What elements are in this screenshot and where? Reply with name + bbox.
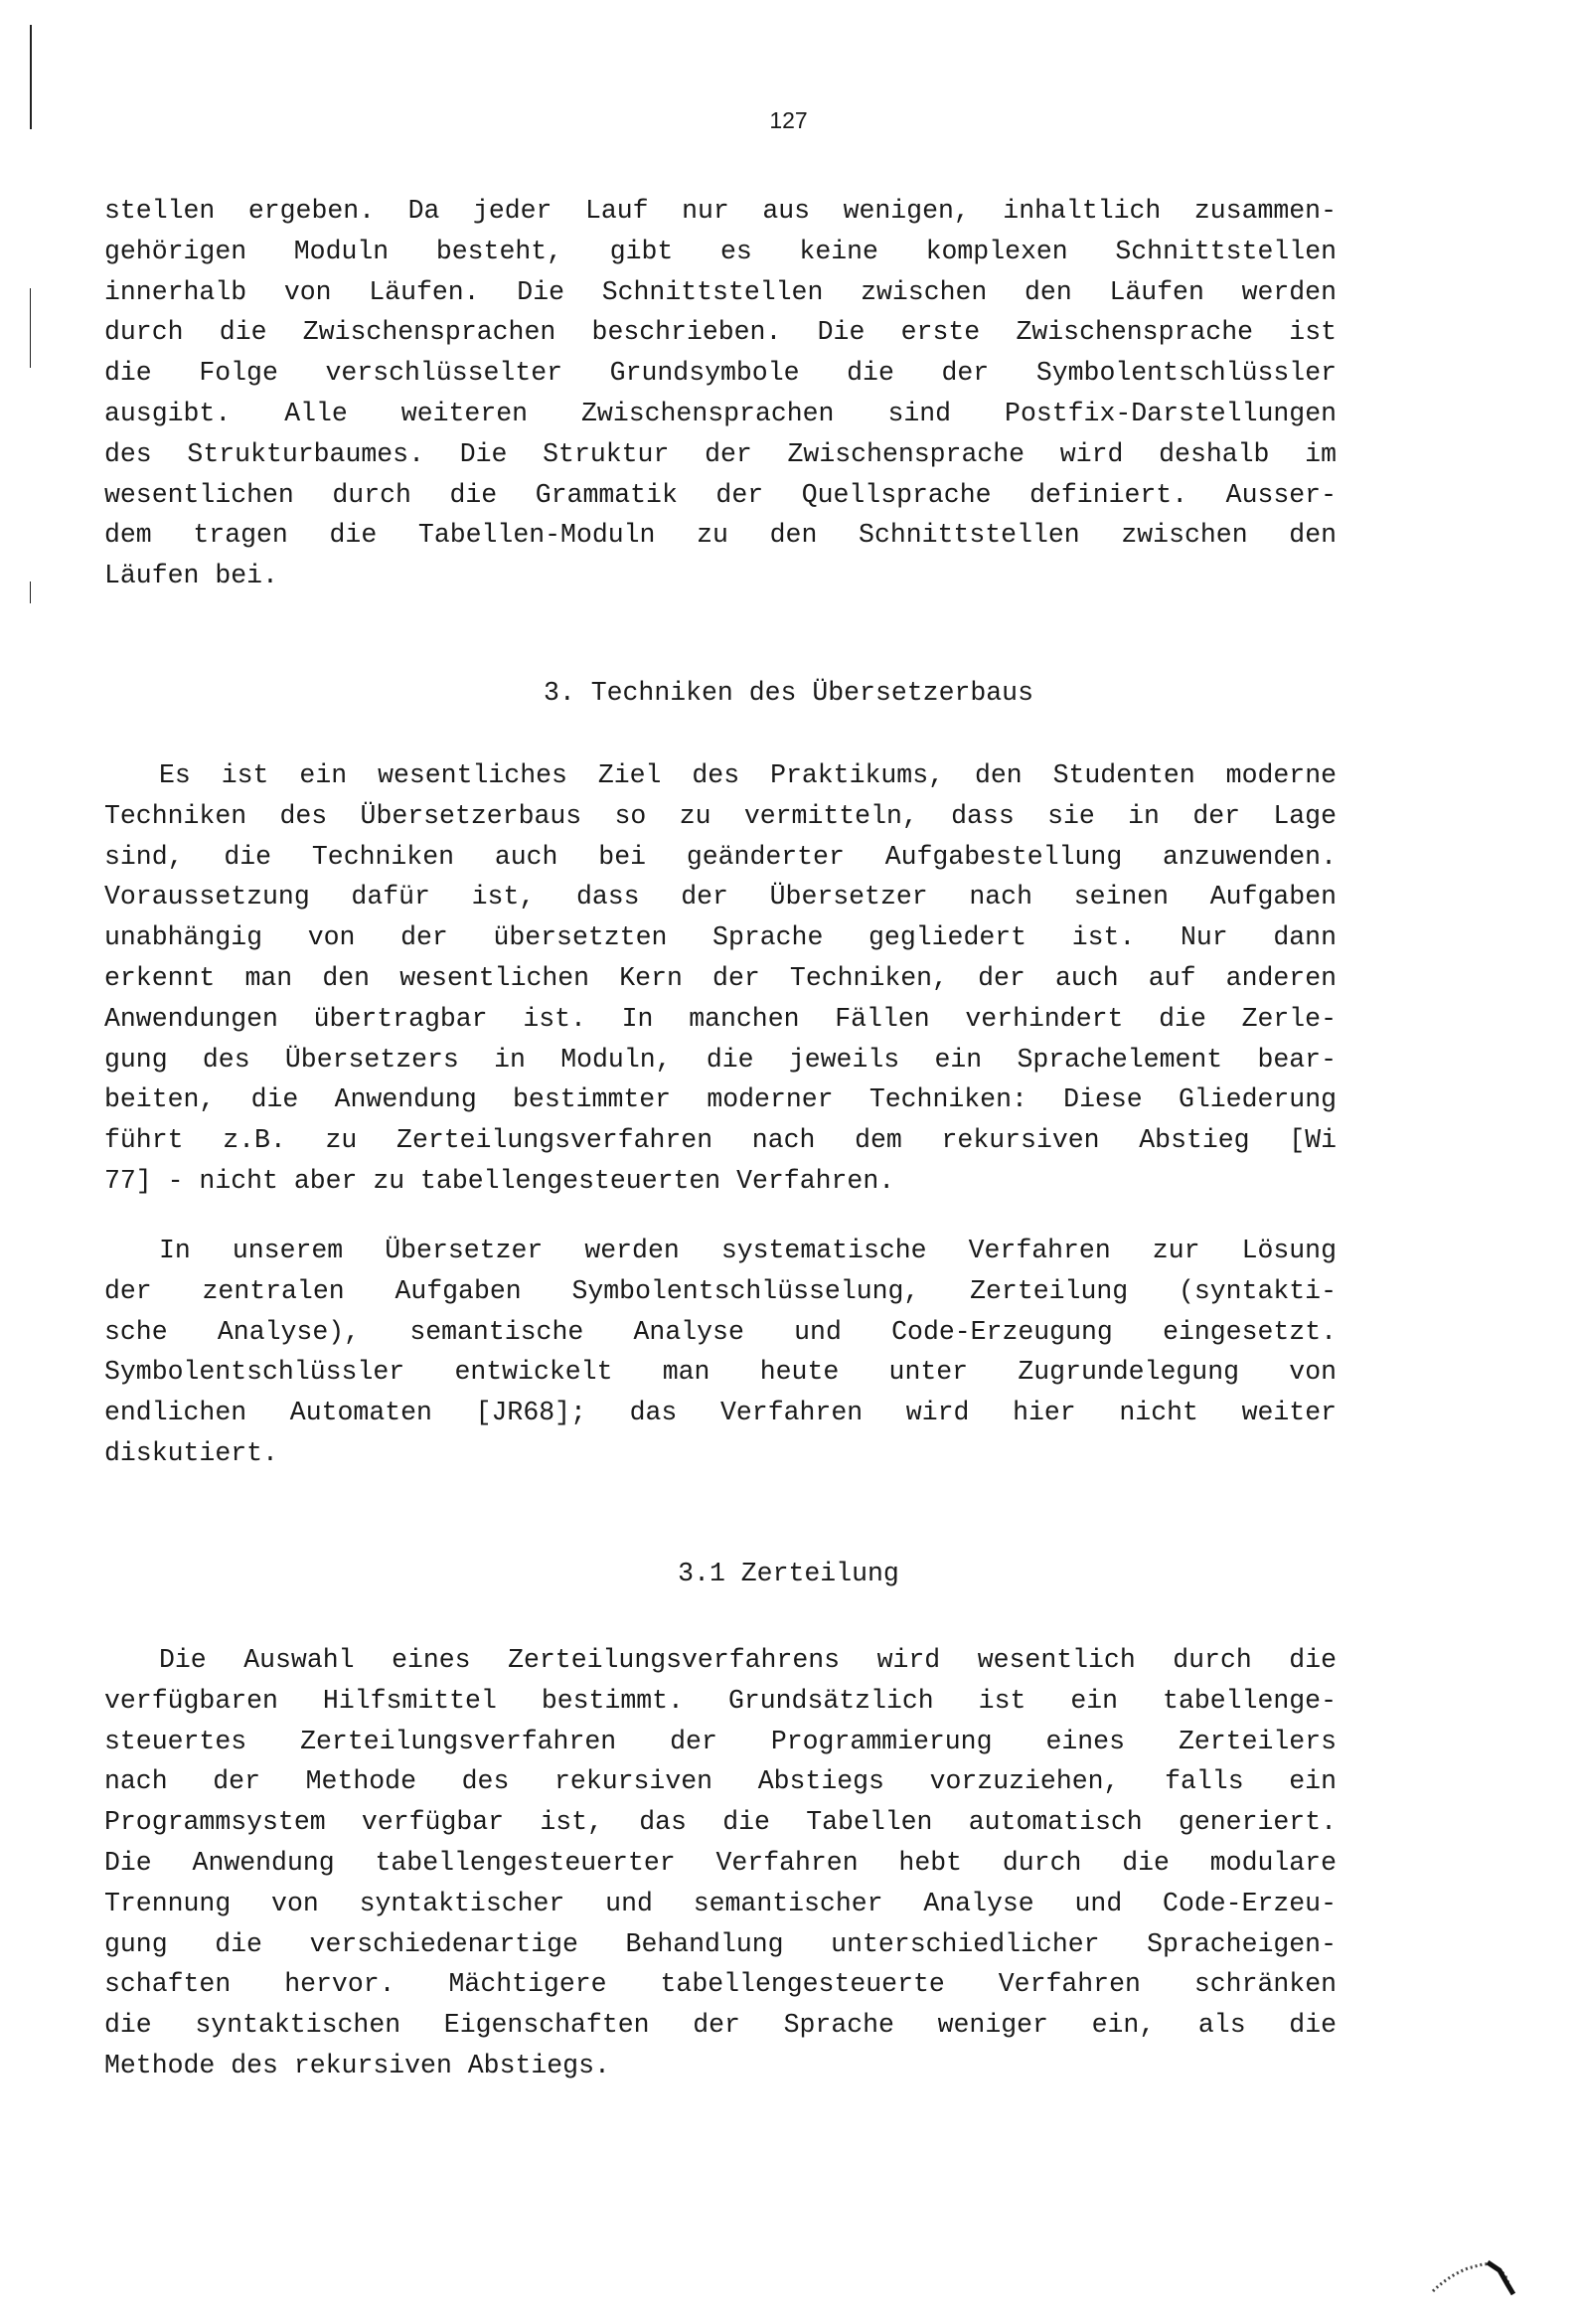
text-line: sche Analyse), semantische Analyse und Code-Erzeugung eingesetzt. xyxy=(104,1316,1337,1347)
text-line: Methode des rekursiven Abstiegs. xyxy=(104,2050,610,2080)
paragraph-parsing xyxy=(104,1640,1337,2086)
subsection-heading: 3.1 Zerteilung xyxy=(678,1559,899,1588)
text-line: Symbolentschlüssler entwickelt man heute unter Zugrundelegung von xyxy=(104,1357,1337,1388)
text-line: Programmsystem verfügbar ist, das die Tabellen automatisch generiert. xyxy=(104,1807,1337,1838)
text-line: steuertes Zerteilungsverfahren der Programmierung eines Zerteilers xyxy=(104,1726,1337,1756)
text-line: Die Anwendung tabellengesteuerter Verfahren hebt durch die modulare xyxy=(104,1847,1337,1878)
text-line: unabhängig von der übersetzten Sprache gegliedert ist. Nur dann xyxy=(104,922,1337,953)
paragraph-techniques xyxy=(104,755,1337,1202)
text-line: verfügbaren Hilfsmittel bestimmt. Grundsätzlich ist ein tabellenge- xyxy=(104,1685,1337,1716)
text-line: endlichen Automaten [JR68]; das Verfahren wird hier nicht weiter xyxy=(104,1398,1337,1428)
text-line: Läufen bei. xyxy=(104,561,278,591)
text-line: des Strukturbaumes. Die Struktur der Zwischensprache wird deshalb im xyxy=(104,438,1337,469)
section-heading: 3. Techniken des Übersetzerbaus xyxy=(544,678,1033,708)
text-line: beiten, die Anwendung bestimmter moderner Techniken: Diese Gliederung xyxy=(104,1084,1337,1115)
text-line: gung des Übersetzers in Moduln, die jeweils ein Sprachelement bear- xyxy=(104,1044,1337,1075)
scan-margin-line xyxy=(30,581,31,603)
text-line: der zentralen Aufgaben Symbolentschlüsselung, Zerteilung (syntakti- xyxy=(104,1275,1337,1306)
scan-margin-line xyxy=(30,288,31,368)
paragraph-compiler-methods xyxy=(104,1231,1337,1474)
page-number: 127 xyxy=(769,107,808,133)
text-line: führt z.B. zu Zerteilungsverfahren nach dem rekursiven Abstieg [Wi xyxy=(104,1125,1337,1156)
text-line: Techniken des Übersetzerbaus so zu vermitteln, dass sie in der Lage xyxy=(104,800,1337,831)
text-line: 77] - nicht aber zu tabellengesteuerten Verfahren. xyxy=(104,1165,895,1196)
text-line: sind, die Techniken auch bei geänderter Aufgabestellung anzuwenden. xyxy=(104,841,1337,872)
text-line: gung die verschiedenartige Behandlung unterschiedlicher Spracheigen- xyxy=(104,1928,1337,1959)
text-line: die syntaktischen Eigenschaften der Sprache weniger ein, als die xyxy=(104,2010,1337,2041)
text-line: gehörigen Moduln besteht, gibt es keine komplexen Schnittstellen xyxy=(104,236,1337,266)
text-line: In unserem Übersetzer werden systematische Verfahren zur Lösung xyxy=(159,1236,1337,1265)
scan-smudge-mark xyxy=(1428,2256,1517,2296)
text-line: dem tragen die Tabellen-Moduln zu den Schnittstellen zwischen den xyxy=(104,520,1337,551)
text-line: Die Auswahl eines Zerteilungsverfahrens wird wesentlich durch die xyxy=(159,1645,1337,1675)
text-line: Anwendungen übertragbar ist. In manchen Fällen verhindert die Zerle- xyxy=(104,1003,1337,1034)
text-line: Voraussetzung dafür ist, dass der Übersetzer nach seinen Aufgaben xyxy=(104,882,1337,913)
text-line: Trennung von syntaktischer und semantischer Analyse und Code-Erzeu- xyxy=(104,1888,1337,1918)
text-line: erkennt man den wesentlichen Kern der Techniken, der auch auf anderen xyxy=(104,962,1337,993)
text-line: Es ist ein wesentliches Ziel des Praktikums, den Studenten moderne xyxy=(159,760,1337,790)
paragraph-continuation xyxy=(104,191,1337,596)
text-line: innerhalb von Läufen. Die Schnittstellen zwischen den Läufen werden xyxy=(104,276,1337,307)
text-line: nach der Methode des rekursiven Abstiegs vorzuziehen, falls ein xyxy=(104,1766,1337,1797)
text-line: wesentlichen durch die Grammatik der Quellsprache definiert. Ausser- xyxy=(104,479,1337,510)
text-line: schaften hervor. Mächtigere tabellengesteuerte Verfahren schränken xyxy=(104,1969,1337,2000)
text-line: ausgibt. Alle weiteren Zwischensprachen sind Postfix-Darstellungen xyxy=(104,398,1337,428)
text-line: diskutiert. xyxy=(104,1437,278,1468)
text-line: durch die Zwischensprachen beschrieben. Die erste Zwischensprache ist xyxy=(104,317,1337,348)
text-line: die Folge verschlüsselter Grundsymbole die der Symbolentschlüssler xyxy=(104,358,1337,389)
text-line: stellen ergeben. Da jeder Lauf nur aus wenigen, inhaltlich zusammen- xyxy=(104,196,1337,226)
